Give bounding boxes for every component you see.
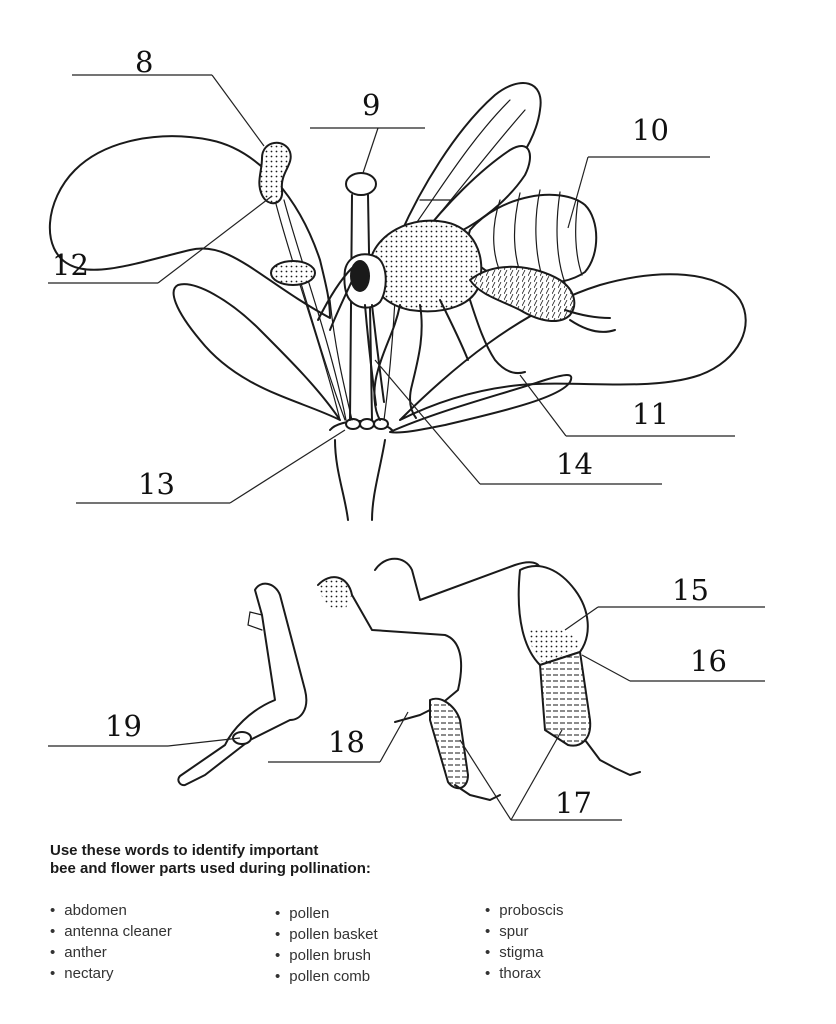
nectary-dot [374,419,388,429]
label-18: 18 [328,725,365,759]
word-bank-item: • pollen [275,903,378,924]
flower-illustration [50,136,746,520]
stigma [346,173,376,195]
front-leg [178,584,306,785]
instructions [50,842,371,878]
word-bank-item: • antenna cleaner [50,921,172,942]
word-bank-item: • pollen brush [275,945,378,966]
bee-illustration [318,83,615,420]
word-bank-item: • anther [50,942,172,963]
word-bank-item: • abdomen [50,900,172,921]
word-bank-item: • stigma [485,942,563,963]
label-16: 16 [690,644,727,678]
instructions-line-2: bee and flower parts used during pollination: [50,860,371,877]
word-bank-item: • thorax [485,963,563,984]
nectary-dot [346,419,360,429]
hind-leg [375,559,540,600]
word-bank-item: • nectary [50,963,172,984]
word-bank-item: • proboscis [485,900,563,921]
label-14: 14 [556,447,593,481]
flower-stem [335,440,385,520]
label-8: 8 [135,45,154,79]
label-10: 10 [632,113,669,147]
label-11: 11 [632,397,669,431]
label-13: 13 [138,467,175,501]
word-bank-item: • spur [485,921,563,942]
word-bank-column-3 [485,900,563,984]
word-bank-item: • pollen comb [275,966,378,987]
label-12: 12 [52,248,89,282]
word-bank-item: • pollen basket [275,924,378,945]
label-9: 9 [362,88,381,122]
bee-eye [350,260,370,292]
label-15: 15 [672,573,709,607]
word-bank-column-2 [275,903,378,987]
label-17: 17 [555,786,592,820]
instructions-line-1: Use these words to identify important [50,842,319,859]
word-bank-column-1 [50,900,172,984]
bee-legs-detail [178,559,640,800]
label-19: 19 [105,709,142,743]
